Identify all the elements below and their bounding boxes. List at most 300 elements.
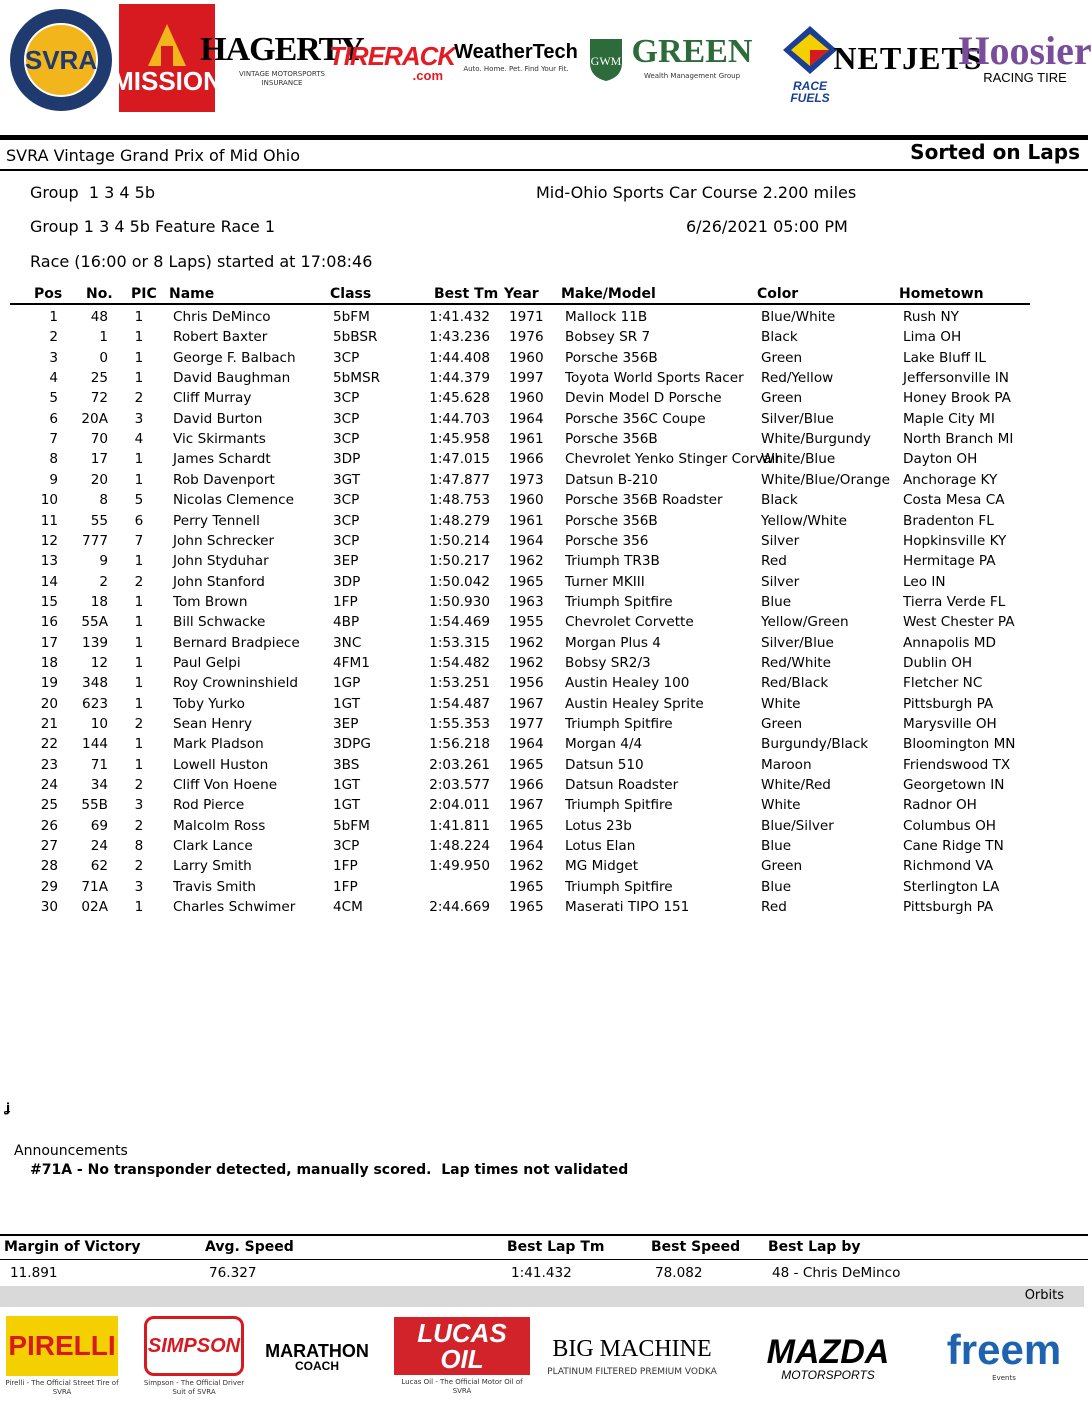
- cell-name: Nicolas Clemence: [173, 492, 294, 509]
- cell-class: 3DP: [333, 451, 361, 468]
- cell-pos: 5: [49, 390, 58, 407]
- cell-no: 348: [82, 675, 108, 692]
- race-info: Race (16:00 or 8 Laps) started at 17:08:46: [30, 252, 373, 271]
- cell-pic: 1: [134, 899, 144, 916]
- mazda-motorsports-logo: MAZDA MOTORSPORTS: [766, 1333, 890, 1382]
- cell-name: Chris DeMinco: [173, 309, 271, 325]
- cell-year: 1964: [509, 838, 544, 855]
- cell-best: 1:50.042: [429, 573, 490, 590]
- cell-make: Triumph Spitfire: [565, 716, 673, 732]
- cell-pic: 2: [134, 858, 144, 875]
- cell-color: Blue/Silver: [761, 817, 834, 834]
- cell-home: Richmond VA: [903, 858, 994, 875]
- cell-no: 55A: [81, 614, 108, 631]
- cell-name: John Stanford: [173, 573, 265, 590]
- bottom-sponsor-bar: [0, 1307, 1088, 1408]
- cell-make: Porsche 356: [565, 532, 649, 549]
- cell-home: Jeffersonville IN: [903, 370, 1009, 387]
- title-rule: [0, 169, 1088, 171]
- announcement-text: #71A - No transponder detected, manually scored. Lap times not validated: [30, 1162, 629, 1178]
- cell-color: Yellow/Green: [761, 614, 849, 631]
- cell-home: Friendswood TX: [903, 756, 1011, 773]
- cell-year: 1965: [509, 573, 544, 590]
- cell-best: 1:50.217: [429, 553, 490, 570]
- cell-best: 1:47.877: [429, 471, 490, 488]
- cell-make: Porsche 356B: [565, 431, 658, 448]
- cell-pic: 1: [134, 634, 144, 651]
- cell-class: 5bBSR: [333, 329, 378, 346]
- cell-year: 1971: [509, 309, 544, 325]
- cell-year: 1965: [509, 756, 544, 773]
- cell-pic: 2: [134, 716, 144, 732]
- cell-pic: 2: [134, 817, 144, 834]
- cell-year: 1960: [509, 492, 544, 509]
- table-row: [0, 797, 1088, 817]
- best-lap-by-value: 48 - Chris DeMinco: [772, 1265, 901, 1281]
- cell-color: Maroon: [761, 756, 812, 773]
- cell-name: James Schardt: [173, 451, 271, 468]
- best-speed-label: Best Speed: [651, 1239, 741, 1255]
- cell-class: 3NC: [333, 634, 362, 651]
- cell-class: 5bFM: [333, 309, 370, 325]
- cell-pic: 1: [134, 736, 144, 753]
- cell-year: 1962: [509, 634, 544, 651]
- cell-make: Triumph TR3B: [565, 553, 660, 570]
- cell-home: Pittsburgh PA: [903, 695, 994, 712]
- cell-year: 1964: [509, 532, 544, 549]
- cell-home: Costa Mesa CA: [903, 492, 1005, 509]
- cell-no: 02A: [81, 899, 108, 916]
- cell-make: Chevrolet Yenko Stinger Corvair: [565, 451, 781, 468]
- svg-text:GWM: GWM: [590, 54, 621, 68]
- cell-pic: 7: [134, 532, 144, 549]
- cell-class: 3GT: [333, 471, 361, 488]
- cell-no: 69: [90, 817, 108, 834]
- cell-pic: 5: [134, 492, 144, 509]
- cell-pic: 1: [134, 675, 144, 692]
- cell-color: White/Red: [761, 777, 831, 794]
- col-pos: Pos: [34, 286, 63, 302]
- cell-year: 1967: [509, 695, 544, 712]
- cell-class: 3CP: [333, 838, 360, 855]
- cell-color: Red/Yellow: [761, 370, 834, 387]
- cell-home: Marysville OH: [903, 716, 997, 732]
- cell-make: Datsun Roadster: [565, 777, 679, 794]
- cell-best: 1:55.353: [429, 716, 490, 732]
- cell-class: 3CP: [333, 512, 360, 529]
- cell-pic: 1: [134, 471, 144, 488]
- cell-pic: 8: [134, 838, 144, 855]
- cell-best: 2:04.011: [429, 797, 490, 814]
- cell-home: Honey Brook PA: [903, 390, 1011, 407]
- hagerty-logo: HAGERTY VINTAGE MOTORSPORTS INSURANCE: [200, 31, 364, 87]
- cell-best: 1:53.315: [429, 634, 490, 651]
- cell-name: Robert Baxter: [173, 329, 268, 346]
- cell-name: Charles Schwimer: [173, 899, 296, 916]
- stats-rule: [0, 1234, 1088, 1236]
- cell-home: Bloomington MN: [903, 736, 1016, 753]
- cell-best: 1:50.930: [429, 593, 490, 610]
- cell-pos: 9: [49, 471, 58, 488]
- cell-year: 1976: [509, 329, 544, 346]
- cell-color: Burgundy/Black: [761, 736, 869, 753]
- cell-name: Sean Henry: [173, 716, 253, 732]
- table-row: [0, 696, 1088, 716]
- cell-name: Rob Davenport: [173, 471, 275, 488]
- cell-pos: 22: [40, 736, 58, 753]
- cell-no: 12: [90, 654, 108, 671]
- cell-make: Porsche 356B: [565, 512, 658, 529]
- cell-pic: 1: [134, 553, 144, 570]
- table-row: [0, 451, 1088, 471]
- cell-make: Porsche 356B: [565, 349, 658, 366]
- cell-no: 144: [82, 736, 108, 753]
- cell-color: Blue: [761, 593, 792, 610]
- cell-no: 48: [90, 309, 108, 325]
- cell-color: Green: [761, 858, 803, 875]
- cell-name: Cliff Von Hoene: [173, 777, 278, 794]
- cell-make: Turner MKIII: [565, 573, 645, 590]
- cell-name: Perry Tennell: [173, 512, 260, 529]
- cell-make: Datsun 510: [565, 756, 644, 773]
- cell-no: 71: [90, 756, 108, 773]
- cell-class: 1FP: [333, 858, 358, 875]
- cell-make: Austin Healey Sprite: [565, 695, 704, 712]
- cell-make: Morgan Plus 4: [565, 634, 661, 651]
- cell-color: Red: [761, 553, 787, 570]
- table-row: [0, 858, 1088, 878]
- cell-name: Roy Crowninshield: [173, 675, 298, 692]
- table-row: [0, 736, 1088, 756]
- cell-name: Vic Skirmants: [173, 431, 266, 448]
- cell-pos: 1: [49, 309, 58, 325]
- tirerack-logo: TIRERACK .com: [328, 40, 456, 83]
- track-label: Mid-Ohio Sports Car Course 2.200 miles: [536, 183, 857, 202]
- cell-pic: 3: [134, 878, 144, 895]
- cell-class: 4FM1: [333, 654, 370, 671]
- cell-best: 1:54.482: [429, 654, 490, 671]
- netjets-logo: NETJETS: [833, 40, 983, 76]
- table-row: [0, 492, 1088, 512]
- freem-logo: freem Events: [946, 1326, 1062, 1383]
- col-home: Hometown: [899, 286, 984, 302]
- best-lap-value: 1:41.432: [511, 1265, 572, 1281]
- cell-no: 55: [90, 512, 108, 529]
- cell-class: 3CP: [333, 349, 360, 366]
- cell-pic: 4: [134, 431, 144, 448]
- cell-color: Black: [761, 492, 798, 509]
- cell-no: 24: [90, 838, 108, 855]
- cell-best: 1:48.224: [429, 838, 490, 855]
- mission-logo: MISSION: [119, 4, 215, 112]
- cell-make: Morgan 4/4: [565, 736, 643, 753]
- cell-make: Devin Model D Porsche: [565, 390, 722, 407]
- cell-year: 1966: [509, 777, 544, 794]
- cell-make: Toyota World Sports Racer: [565, 370, 744, 387]
- cell-pic: 1: [134, 370, 144, 387]
- cell-name: Malcolm Ross: [173, 817, 266, 834]
- table-row: [0, 329, 1088, 349]
- cell-pos: 15: [40, 593, 58, 610]
- cell-pos: 30: [40, 899, 58, 916]
- cell-pic: 1: [134, 695, 144, 712]
- cell-make: Triumph Spitfire: [565, 797, 673, 814]
- session-label: Group 1 3 4 5b Feature Race 1: [30, 217, 276, 236]
- cell-name: George F. Balbach: [173, 349, 296, 366]
- event-title: SVRA Vintage Grand Prix of Mid Ohio: [6, 146, 301, 165]
- cell-home: Lake Bluff IL: [903, 349, 986, 366]
- cell-color: Yellow/White: [761, 512, 847, 529]
- cell-class: 1FP: [333, 593, 358, 610]
- cell-color: Silver/Blue: [761, 410, 834, 427]
- cell-no: 777: [82, 532, 108, 549]
- cell-pos: 7: [49, 431, 58, 448]
- cell-year: 1997: [509, 370, 544, 387]
- cell-pic: 2: [134, 573, 144, 590]
- cell-home: Fletcher NC: [903, 675, 983, 692]
- cell-name: Travis Smith: [173, 878, 257, 895]
- cell-home: Annapolis MD: [903, 634, 996, 651]
- cell-home: Cane Ridge TN: [903, 838, 1004, 855]
- cell-best: 1:49.950: [429, 858, 490, 875]
- cell-best: 1:56.218: [429, 736, 490, 753]
- cell-pos: 6: [49, 410, 58, 427]
- cell-pic: 1: [134, 309, 144, 325]
- big-machine-vodka-logo: BIG MACHINE PLATINUM FILTERED PREMIUM VODKA: [547, 1335, 717, 1377]
- cell-best: 1:48.753: [429, 492, 490, 509]
- table-row: [0, 370, 1088, 390]
- col-pic: PIC: [131, 286, 157, 302]
- cell-best: 1:48.279: [429, 512, 490, 529]
- table-row: [0, 899, 1088, 919]
- cell-color: Silver/Blue: [761, 634, 834, 651]
- table-row: [0, 879, 1088, 899]
- cell-no: 0: [99, 349, 108, 366]
- cell-make: Triumph Spitfire: [565, 593, 673, 610]
- cell-name: Mark Pladson: [173, 736, 264, 753]
- cell-best: 2:44.669: [429, 899, 490, 916]
- cell-pic: 1: [134, 349, 144, 366]
- cell-name: Cliff Murray: [173, 390, 252, 407]
- cell-no: 72: [90, 390, 108, 407]
- table-row: [0, 757, 1088, 777]
- cell-class: 1GT: [333, 797, 361, 814]
- cell-home: Georgetown IN: [903, 777, 1005, 794]
- cell-no: 20: [90, 471, 108, 488]
- cell-home: Anchorage KY: [903, 471, 998, 488]
- col-class: Class: [330, 286, 372, 302]
- cell-name: David Burton: [173, 410, 263, 427]
- cell-pic: 1: [134, 593, 144, 610]
- cell-best: 2:03.577: [429, 777, 490, 794]
- table-row: [0, 309, 1088, 329]
- announcements-title: Announcements: [14, 1143, 128, 1159]
- cell-year: 1961: [509, 431, 544, 448]
- best-lap-label: Best Lap Tm: [507, 1239, 605, 1255]
- cell-year: 1962: [509, 553, 544, 570]
- cell-class: 3CP: [333, 532, 360, 549]
- sort-label: Sorted on Laps: [910, 140, 1080, 164]
- cell-best: 1:41.811: [429, 817, 490, 834]
- cell-pos: 11: [40, 512, 58, 529]
- table-row: [0, 390, 1088, 410]
- cell-no: 18: [90, 593, 108, 610]
- cell-year: 1964: [509, 736, 544, 753]
- orbits-bar: [0, 1286, 1084, 1307]
- cell-class: 5bMSR: [333, 370, 381, 387]
- cell-pic: 2: [134, 390, 144, 407]
- table-row: [0, 675, 1088, 695]
- cell-class: 1FP: [333, 878, 358, 895]
- cell-pos: 27: [40, 838, 58, 855]
- cell-pos: 14: [40, 573, 58, 590]
- cell-name: Toby Yurko: [173, 695, 245, 712]
- cell-pos: 12: [40, 532, 58, 549]
- cell-best: 1:44.703: [429, 410, 490, 427]
- cell-name: Tom Brown: [173, 593, 248, 610]
- cell-no: 10: [90, 716, 108, 732]
- stats-label-rule: [0, 1259, 1088, 1260]
- orbits-label: Orbits: [1024, 1288, 1064, 1303]
- table-row: [0, 350, 1088, 370]
- table-row: [0, 431, 1088, 451]
- cell-no: 2: [99, 573, 108, 590]
- sunoco-logo: RACE FUELS: [776, 18, 844, 110]
- cell-home: Dublin OH: [903, 654, 973, 671]
- column-rule: [10, 303, 1030, 305]
- cell-year: 1963: [509, 593, 544, 610]
- cell-home: Leo IN: [903, 573, 946, 590]
- cell-pos: 20: [40, 695, 58, 712]
- best-speed-value: 78.082: [655, 1265, 703, 1281]
- cell-pic: 1: [134, 756, 144, 773]
- cell-no: 139: [82, 634, 108, 651]
- cell-pos: 26: [40, 817, 58, 834]
- cell-pos: 2: [49, 329, 58, 346]
- cell-year: 1967: [509, 797, 544, 814]
- cell-color: Green: [761, 390, 803, 407]
- cell-best: 1:50.214: [429, 532, 490, 549]
- cell-year: 1961: [509, 512, 544, 529]
- cell-pic: 3: [134, 410, 144, 427]
- cell-name: Bill Schwacke: [173, 614, 266, 631]
- cell-color: Blue/White: [761, 309, 836, 325]
- cell-pic: 3: [134, 797, 144, 814]
- cell-pos: 19: [40, 675, 58, 692]
- table-row: [0, 777, 1088, 797]
- cell-best: 1:41.432: [429, 309, 490, 325]
- cell-pos: 10: [40, 492, 58, 509]
- group-label: Group 1 3 4 5b: [30, 183, 156, 202]
- cell-color: Black: [761, 329, 798, 346]
- table-row: [0, 411, 1088, 431]
- cell-home: Columbus OH: [903, 817, 997, 834]
- cell-class: 3CP: [333, 431, 360, 448]
- cell-class: 4CM: [333, 899, 363, 916]
- col-color: Color: [757, 286, 799, 302]
- cell-best: 1:53.251: [429, 675, 490, 692]
- cell-pos: 24: [40, 777, 58, 794]
- cell-name: John Schrecker: [173, 532, 275, 549]
- best-lap-by-label: Best Lap by: [768, 1239, 861, 1255]
- cell-class: 3DP: [333, 573, 361, 590]
- margin-label: Margin of Victory: [4, 1239, 141, 1255]
- cell-class: 1GT: [333, 695, 361, 712]
- table-row: [0, 818, 1088, 838]
- cell-make: Bobsey SR 7: [565, 329, 651, 346]
- cell-home: Hopkinsville KY: [903, 532, 1007, 549]
- cell-no: 71A: [81, 878, 108, 895]
- cell-no: 25: [90, 370, 108, 387]
- cell-home: Radnor OH: [903, 797, 977, 814]
- table-row: [0, 513, 1088, 533]
- cell-home: West Chester PA: [903, 614, 1015, 631]
- cell-best: 1:43.236: [429, 329, 490, 346]
- cell-pic: 6: [134, 512, 144, 529]
- table-row: [0, 635, 1088, 655]
- cell-no: 1: [99, 329, 108, 346]
- cell-class: 3CP: [333, 492, 360, 509]
- cell-best: 1:45.628: [429, 390, 490, 407]
- cell-color: White/Burgundy: [761, 431, 871, 448]
- avg-speed-value: 76.327: [209, 1265, 257, 1281]
- cell-no: 55B: [81, 797, 108, 814]
- cell-pic: 1: [134, 614, 144, 631]
- cell-make: Mallock 11B: [565, 309, 648, 325]
- table-row: [0, 716, 1088, 736]
- cell-year: 1960: [509, 390, 544, 407]
- cell-class: 3EP: [333, 553, 359, 570]
- cell-color: White: [761, 797, 801, 814]
- cell-name: Lowell Huston: [173, 756, 269, 773]
- cell-home: Rush NY: [903, 309, 959, 325]
- cell-make: Porsche 356C Coupe: [565, 410, 706, 427]
- cell-home: Bradenton FL: [903, 512, 994, 529]
- cell-no: 17: [90, 451, 108, 468]
- cell-best: 1:47.015: [429, 451, 490, 468]
- cell-best: 2:03.261: [429, 756, 490, 773]
- avg-speed-label: Avg. Speed: [205, 1239, 294, 1255]
- cell-name: Bernard Bradpiece: [173, 634, 300, 651]
- cell-name: Larry Smith: [173, 858, 252, 875]
- cell-pos: 29: [40, 878, 58, 895]
- cell-no: 20A: [81, 410, 108, 427]
- col-make: Make/Model: [561, 286, 656, 302]
- cell-home: Pittsburgh PA: [903, 899, 994, 916]
- margin-value: 11.891: [10, 1265, 58, 1281]
- cell-year: 1965: [509, 899, 544, 916]
- cell-color: Blue: [761, 838, 792, 855]
- col-no: No.: [86, 286, 113, 302]
- cell-pos: 25: [40, 797, 58, 814]
- cell-pos: 28: [40, 858, 58, 875]
- simpson-logo: SIMPSON Simpson - The Official Driver Suit of SVRA: [140, 1311, 248, 1401]
- cell-year: 1955: [509, 614, 544, 631]
- cell-make: MG Midget: [565, 858, 639, 875]
- cell-pos: 3: [49, 349, 58, 366]
- cell-pos: 23: [40, 756, 58, 773]
- page-mark: ʝ: [6, 1101, 11, 1115]
- cell-pic: 1: [134, 329, 144, 346]
- cell-pos: 21: [40, 716, 58, 732]
- table-row: [0, 838, 1088, 858]
- cell-color: Green: [761, 349, 803, 366]
- cell-color: Blue: [761, 878, 792, 895]
- cell-no: 8: [99, 492, 108, 509]
- cell-name: David Baughman: [173, 370, 291, 387]
- cell-color: Silver: [761, 573, 800, 590]
- cell-color: White: [761, 695, 801, 712]
